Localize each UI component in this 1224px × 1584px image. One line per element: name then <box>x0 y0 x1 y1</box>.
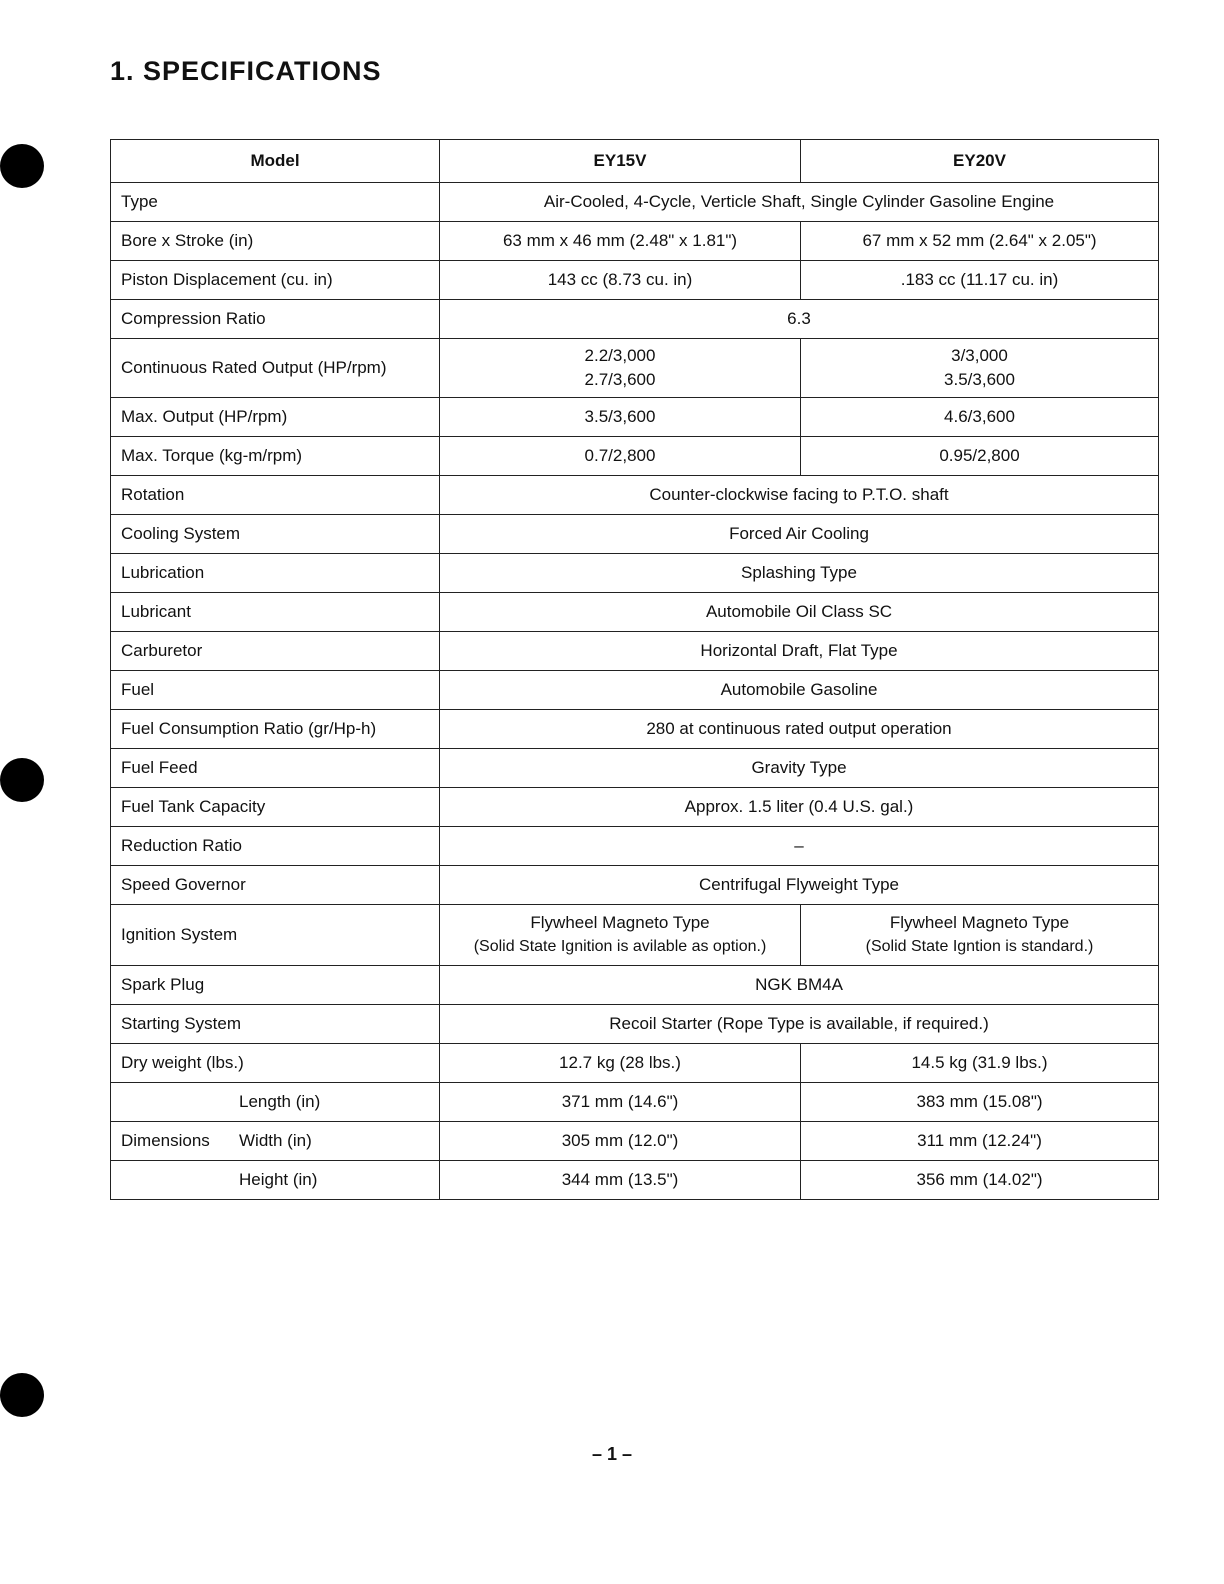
row-label: Speed Governor <box>111 866 440 905</box>
table-row <box>111 827 1159 866</box>
row-value: Centrifugal Flyweight Type <box>440 866 1159 905</box>
row-label: Dry weight (lbs.) <box>111 1044 440 1083</box>
ey20v-output-3000: 3/3,000 <box>951 346 1008 365</box>
dimensions-group-label: Dimensions <box>121 1131 210 1150</box>
row-label: Piston Displacement (cu. in) <box>111 261 440 300</box>
table-row <box>111 1044 1159 1083</box>
specifications-table <box>110 139 1159 1200</box>
table-row <box>111 1005 1159 1044</box>
row-label <box>111 1122 440 1161</box>
ey20v-output-3600: 3.5/3,600 <box>944 370 1015 389</box>
row-label: Starting System <box>111 1005 440 1044</box>
row-value: Automobile Gasoline <box>440 671 1159 710</box>
ey20v-value: .183 cc (11.17 cu. in) <box>801 261 1159 300</box>
table-row <box>111 476 1159 515</box>
dimension-height-label: Height (in) <box>239 1170 318 1189</box>
table-row <box>111 183 1159 222</box>
ey20v-ignition-note: (Solid State Igntion is standard.) <box>865 938 1094 955</box>
row-label <box>111 1161 440 1200</box>
header-ey15v: EY15V <box>440 140 801 183</box>
page-title: 1. SPECIFICATIONS <box>110 56 382 86</box>
table-row <box>111 300 1159 339</box>
table-row <box>111 222 1159 261</box>
table-row <box>111 788 1159 827</box>
ey15v-value: 143 cc (8.73 cu. in) <box>440 261 801 300</box>
row-value: NGK BM4A <box>440 966 1159 1005</box>
ey15v-value: 305 mm (12.0") <box>440 1122 801 1161</box>
table-row <box>111 905 1159 966</box>
table-row <box>111 261 1159 300</box>
ey20v-value: 311 mm (12.24") <box>801 1122 1159 1161</box>
row-label: Fuel Feed <box>111 749 440 788</box>
row-value: Forced Air Cooling <box>440 515 1159 554</box>
table-row <box>111 554 1159 593</box>
row-label: Ignition System <box>111 905 440 966</box>
row-value: 6.3 <box>440 300 1159 339</box>
punch-hole-bottom <box>0 1373 44 1417</box>
row-label: Fuel Tank Capacity <box>111 788 440 827</box>
table-row <box>111 749 1159 788</box>
punch-hole-top <box>0 144 44 188</box>
row-label: Reduction Ratio <box>111 827 440 866</box>
ey15v-value <box>440 339 801 398</box>
ey15v-value: 344 mm (13.5") <box>440 1161 801 1200</box>
ey15v-value: 371 mm (14.6") <box>440 1083 801 1122</box>
page-number: – 1 – <box>591 1444 633 1464</box>
punch-hole-middle <box>0 758 44 802</box>
row-value: Approx. 1.5 liter (0.4 U.S. gal.) <box>440 788 1159 827</box>
ey20v-value: 356 mm (14.02") <box>801 1161 1159 1200</box>
ey15v-output-3000: 2.2/3,000 <box>584 346 656 365</box>
ey15v-value: 12.7 kg (28 lbs.) <box>440 1044 801 1083</box>
row-label: Max. Output (HP/rpm) <box>111 398 440 437</box>
row-label: Max. Torque (kg-m/rpm) <box>111 437 440 476</box>
row-value: Splashing Type <box>440 554 1159 593</box>
ey20v-value <box>801 339 1159 398</box>
row-label: Fuel <box>111 671 440 710</box>
row-label: Type <box>111 183 440 222</box>
ey20v-value: 4.6/3,600 <box>801 398 1159 437</box>
ey15v-value: 0.7/2,800 <box>440 437 801 476</box>
table-row <box>111 1083 1159 1122</box>
row-value: Horizontal Draft, Flat Type <box>440 632 1159 671</box>
row-label: Carburetor <box>111 632 440 671</box>
table-header-row <box>111 140 1159 183</box>
row-label: Lubricant <box>111 593 440 632</box>
row-label: Rotation <box>111 476 440 515</box>
table-row <box>111 515 1159 554</box>
ey20v-value: 0.95/2,800 <box>801 437 1159 476</box>
row-value: Gravity Type <box>440 749 1159 788</box>
dimension-width-label: Width (in) <box>239 1131 312 1150</box>
table-row <box>111 1161 1159 1200</box>
ey15v-output-3600: 2.7/3,600 <box>584 370 656 389</box>
row-value: Counter-clockwise facing to P.T.O. shaft <box>440 476 1159 515</box>
table-row <box>111 339 1159 398</box>
row-value: Air-Cooled, 4-Cycle, Verticle Shaft, Single Cylinder Gasoline Engine <box>440 183 1159 222</box>
table-row <box>111 632 1159 671</box>
ey20v-ignition-type: Flywheel Magneto Type <box>889 913 1070 932</box>
row-value: Automobile Oil Class SC <box>440 593 1159 632</box>
table-row <box>111 710 1159 749</box>
row-value: 280 at continuous rated output operation <box>440 710 1159 749</box>
row-value: Recoil Starter (Rope Type is available, if required.) <box>440 1005 1159 1044</box>
ey20v-value: 383 mm (15.08") <box>801 1083 1159 1122</box>
row-label: Lubrication <box>111 554 440 593</box>
table-row <box>111 671 1159 710</box>
row-label <box>111 1083 440 1122</box>
row-label: Spark Plug <box>111 966 440 1005</box>
ey20v-value: 67 mm x 52 mm (2.64" x 2.05") <box>801 222 1159 261</box>
ey15v-value: 63 mm x 46 mm (2.48" x 1.81") <box>440 222 801 261</box>
header-ey20v: EY20V <box>801 140 1159 183</box>
row-label: Compression Ratio <box>111 300 440 339</box>
header-model: Model <box>111 140 440 183</box>
ey15v-value: 3.5/3,600 <box>440 398 801 437</box>
ey15v-ignition-type: Flywheel Magneto Type <box>530 913 710 932</box>
table-row <box>111 593 1159 632</box>
ey15v-value <box>440 905 801 966</box>
ey15v-ignition-note: (Solid State Ignition is avilable as option.) <box>473 938 767 955</box>
table-row <box>111 398 1159 437</box>
table-row <box>111 966 1159 1005</box>
table-row <box>111 437 1159 476</box>
ey20v-value: 14.5 kg (31.9 lbs.) <box>801 1044 1159 1083</box>
ey20v-value <box>801 905 1159 966</box>
row-label: Fuel Consumption Ratio (gr/Hp-h) <box>111 710 440 749</box>
row-label: Cooling System <box>111 515 440 554</box>
table-row <box>111 866 1159 905</box>
dimension-length-label: Length (in) <box>239 1092 321 1111</box>
table-row <box>111 1122 1159 1161</box>
row-label: Continuous Rated Output (HP/rpm) <box>111 339 440 398</box>
row-label: Bore x Stroke (in) <box>111 222 440 261</box>
row-value: – <box>440 827 1159 866</box>
